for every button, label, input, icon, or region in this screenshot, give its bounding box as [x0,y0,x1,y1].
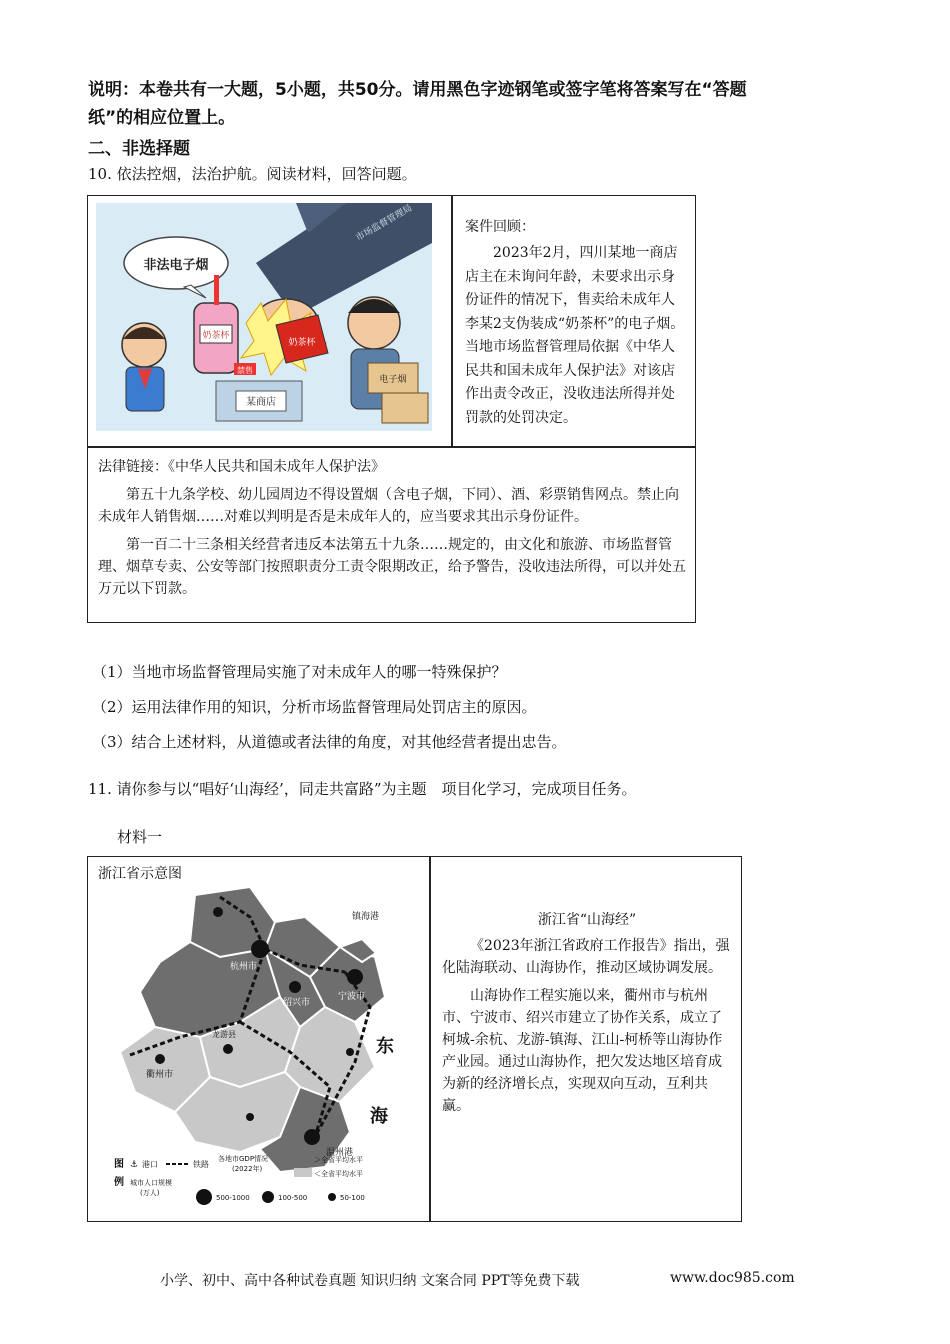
city-longyou [223,1044,233,1054]
q10-question-1: （1）当地市场监督管理局实施了对未成年人的哪一特殊保护？ [92,663,507,681]
legend-pop-small: 50-100 [340,1194,365,1202]
tag-label: 奶茶杯 [288,338,316,348]
case-title: 案件回顾： [465,219,535,235]
legend-heading-1: 图 [114,1159,124,1170]
legend-below-swatch [294,1168,312,1177]
cup-label: 奶茶杯 [202,331,230,341]
instruction-line-1: 说明：本卷共有一大题，5小题，共50分。请用黑色字迹钢笔或签字笔将答案写在“答题 [88,80,747,100]
box-label: 电子烟 [379,375,407,385]
q10-question-3: （3）结合上述材料，从道德或者法律的角度，对其他经营者提出忠告。 [92,733,567,751]
footer-url[interactable]: www.doc985.com [670,1270,795,1286]
table-divider-v [451,196,453,446]
map-svg [100,887,418,1217]
city-ningbo [347,969,363,985]
legend-pop-large: 500-1000 [216,1194,250,1202]
bubble-text: 非法电子烟 [143,258,209,273]
material-1-label: 材料一 [117,828,163,846]
legend-above-swatch [294,1154,312,1163]
case-review [465,216,685,430]
city-wenzhou [304,1129,320,1145]
instruction-line-2: 纸”的相应位置上。 [88,108,236,128]
q10-material-table [87,195,696,623]
law-link [98,456,686,600]
cartoon-illustration [96,203,432,431]
case-body: 2023年2月，四川某地一商店店主在未询问年龄，未要求出示身份证件的情况下，售卖给未成年人李某2支伪装成“奶茶杯”的电子烟。当地市场监督管理局依据《中华人民共和国未成年人保护法》对该店作出责令改正，没收违法所得并处罚款的处罚决定。 [465,245,685,426]
label-sea: 海 [370,1106,388,1127]
label-quzhou: 衢州市 [146,1070,174,1080]
label-longyou: 龙游县 [212,1030,236,1039]
label-wenzhou-port: 温州港 [326,1148,354,1158]
cartoon-svg [96,203,432,431]
legend-gdp-year: (2022年) [232,1165,263,1173]
legend-pop-medium: 100-500 [278,1194,308,1202]
city-taizhou [346,1048,354,1056]
legend-gdp-title: 各地市GDP情况 [218,1155,269,1163]
ban-sign: 禁售 [237,366,253,375]
label-zhenhai-port: 镇海港 [352,912,380,922]
shop-label: 某商店 [246,397,276,408]
legend-pop-title: 城市人口规模 [130,1179,172,1187]
q10-stem: 10. 依法控烟，法治护航。阅读材料，回答问题。 [88,165,417,183]
city-huzhou [213,907,223,917]
law-article-123: 第一百二十三条相关经营者违反本法第五十九条……规定的，由文化和旅游、市场监督管理、烟草专卖、公安等部门按照职责分工责令限期改正，给予警告，没收违法所得，可以并处五万元以下罚款。 [98,537,686,597]
law-title: 法律链接：《中华人民共和国未成年人保护法》 [98,459,385,475]
city-shaoxing [289,981,301,993]
legend-port: 港口 [142,1160,158,1169]
shanhai-para-2: 山海协作工程实施以来，衢州市与杭州市、宁波市、绍兴市建立了协作关系，成立了柯城-余杭、龙游-镇海、江山-柯桥等山海协作产业园。通过山海协作，把欠发达地区培育成为新的经济增长点，实现双向互动，互利共赢。 [442,988,723,1114]
shanhai-description [442,909,732,1117]
label-shaoxing: 绍兴市 [283,998,311,1008]
shanhai-para-1: 《2023年浙江省政府工作报告》指出，强化陆海联动、山海协作，推动区域协调发展。 [442,938,730,976]
map-title: 浙江省示意图 [98,866,182,882]
table-divider-h [88,446,695,448]
pop-small-icon [328,1193,336,1201]
table-divider-v2 [429,857,431,1221]
sleeve-label: 市场监督管理局 [354,203,415,244]
city-hangzhou [251,940,269,958]
map-legend [114,1154,365,1205]
legend-heading-2: 例 [114,1177,124,1188]
legend-rail: 铁路 [193,1160,209,1169]
footer-text: 小学、初中、高中各种试卷真题 知识归纳 文案合同 PPT等免费下载 [160,1273,580,1289]
legend-gdp-above: ＞全省平均水平 [314,1156,363,1164]
label-east: 东 [376,1036,394,1057]
section-title: 二、非选择题 [88,139,190,159]
label-hangzhou: 杭州市 [230,962,258,972]
city-quzhou [155,1054,165,1064]
instructions [88,76,858,132]
label-ningbo: 宁波市 [338,992,366,1002]
shanhai-title: 浙江省“山海经” [537,912,637,928]
pop-medium-icon [262,1191,274,1203]
city-lishui [246,1113,254,1121]
pop-large-icon [196,1189,212,1205]
q11-material-table [87,856,742,1222]
legend-gdp-below: ＜全省平均水平 [314,1170,363,1178]
anchor-icon: ⚓ [130,1160,139,1170]
q10-question-2: （2）运用法律作用的知识，分析市场监督管理局处罚店主的原因。 [92,698,537,716]
law-article-59: 第五十九条学校、幼儿园周边不得设置烟（含电子烟，下同）、酒、彩票销售网点。禁止向未成年人销售烟……对难以判明是否是未成年人的，应当要求其出示身份证件。 [98,487,679,525]
zhejiang-map [100,887,418,1217]
q11-stem: 11. 请你参与以“唱好‘山海经’，同走共富路”为主题 项目化学习，完成项目任务。 [88,780,637,798]
legend-pop-unit: (万人) [140,1189,160,1197]
